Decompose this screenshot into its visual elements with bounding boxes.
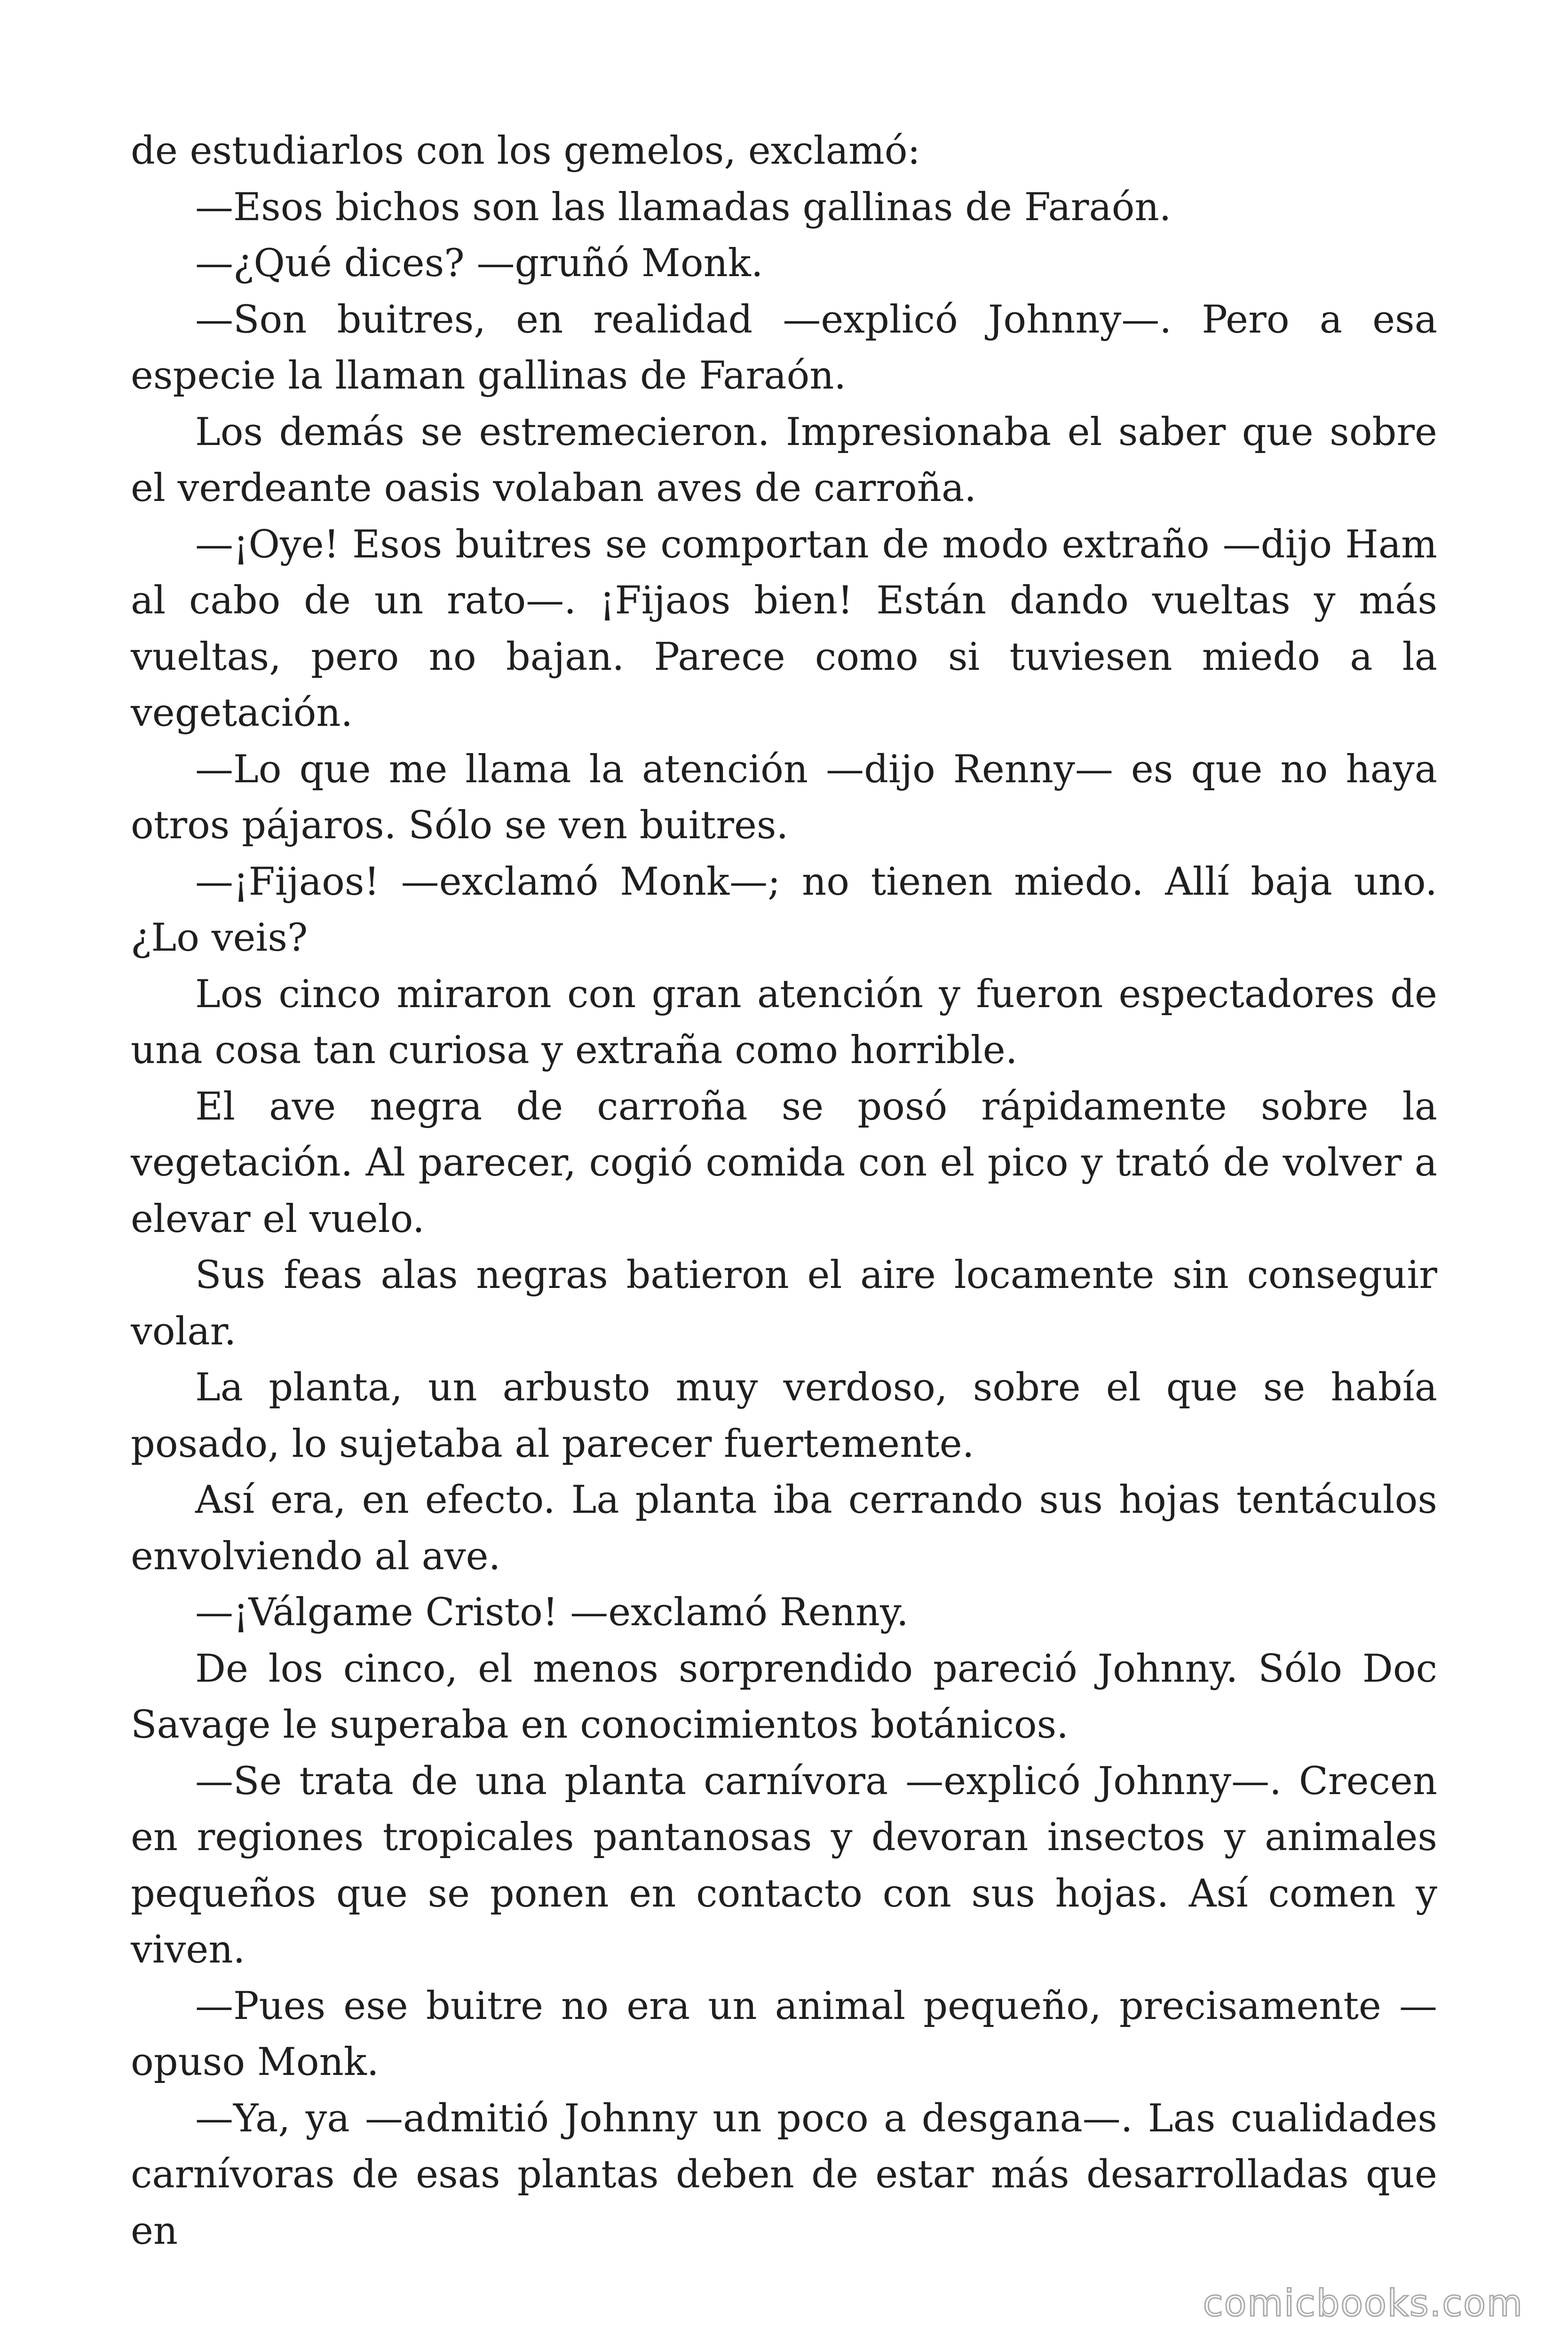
- paragraph: Los cinco miraron con gran atención y fueron espectadores de una cosa tan curiosa y extraña como horrible.: [131, 972, 1437, 1073]
- paragraph: La planta, un arbusto muy verdoso, sobre el que se había posado, lo sujetaba al parecer fuertemente.: [131, 1366, 1437, 1466]
- paragraph: Sus feas alas negras batieron el aire locamente sin conseguir volar.: [131, 1253, 1437, 1354]
- paragraph: De los cinco, el menos sorprendido pareció Johnny. Sólo Doc Savage le superaba en conocimientos botánicos.: [131, 1646, 1437, 1747]
- paragraph: —Lo que me llama la atención —dijo Renny— es que no haya otros pájaros. Sólo se ven buitres.: [131, 747, 1437, 848]
- page-body: [131, 123, 1437, 2259]
- watermark: comicbooks.com: [1203, 2282, 1523, 2325]
- paragraph: —¡Fijaos! —exclamó Monk—; no tienen miedo. Allí baja uno. ¿Lo veis?: [131, 859, 1437, 960]
- paragraph: —¿Qué dices? —gruñó Monk.: [195, 241, 763, 286]
- paragraph: —Se trata de una planta carnívora —explicó Johnny—. Crecen en regiones tropicales pantanosas y devoran insectos y animales pequeños que se ponen en contacto con sus hojas. Así comen y viven.: [131, 1759, 1437, 1972]
- paragraph: —Pues ese buitre no era un animal pequeño, precisamente —opuso Monk.: [131, 1984, 1437, 2084]
- paragraph: —Esos bichos son las llamadas gallinas de Faraón.: [195, 185, 1172, 230]
- paragraph: —Ya, ya —admitió Johnny un poco a desgana—. Las cualidades carnívoras de esas plantas deben de estar más desarrolladas que en: [131, 2096, 1437, 2253]
- paragraph: de estudiarlos con los gemelos, exclamó:: [131, 129, 920, 173]
- paragraph: El ave negra de carroña se posó rápidamente sobre la vegetación. Al parecer, cogió comida con el pico y trató de volver a elevar el vuelo.: [131, 1084, 1437, 1241]
- paragraph: —Son buitres, en realidad —explicó Johnny—. Pero a esa especie la llaman gallinas de Faraón.: [131, 297, 1437, 398]
- paragraph: —¡Oye! Esos buitres se comportan de modo extraño —dijo Ham al cabo de un rato—. ¡Fijaos bien! Están dando vueltas y más vueltas, pero no bajan. Parece como si tuviesen miedo a la vegetación.: [131, 522, 1437, 735]
- paragraph: Los demás se estremecieron. Impresionaba el saber que sobre el verdeante oasis volaban aves de carroña.: [131, 410, 1437, 510]
- paragraph: —¡Válgame Cristo! —exclamó Renny.: [195, 1590, 909, 1635]
- paragraph: Así era, en efecto. La planta iba cerrando sus hojas tentáculos envolviendo al ave.: [131, 1478, 1437, 1579]
